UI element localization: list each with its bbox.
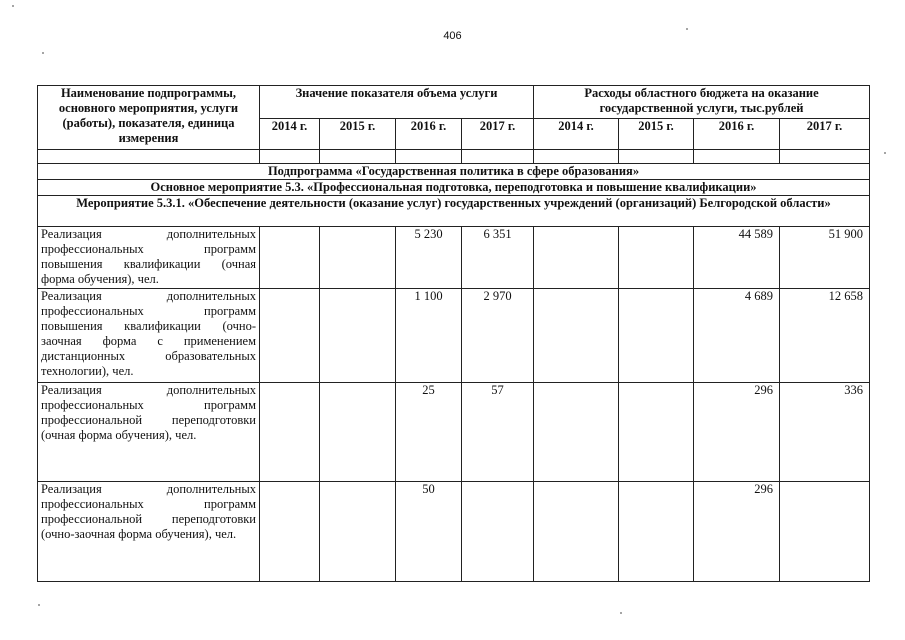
expense-cell: 336: [780, 383, 870, 482]
expense-cell: [619, 289, 694, 383]
value-cell: [260, 482, 320, 582]
value-cell: 57: [462, 383, 534, 482]
table-row: [38, 482, 870, 582]
value-cell: 2 970: [462, 289, 534, 383]
expense-cell: 12 658: [780, 289, 870, 383]
value-cell: [320, 482, 396, 582]
indicator-name: Реализация дополнительных профессиональных программ повышения квалификации (очная форма обучения), чел.: [38, 227, 260, 289]
expense-group-header: Расходы областного бюджета на оказание государственной услуги, тыс.рублей: [534, 86, 870, 119]
year-header: 2014 г.: [260, 119, 320, 150]
scan-speck: [38, 604, 40, 606]
expense-cell: 4 689: [694, 289, 780, 383]
expense-cell: 296: [694, 482, 780, 582]
value-cell: 25: [396, 383, 462, 482]
year-header: 2015 г.: [619, 119, 694, 150]
scan-speck: [42, 52, 44, 54]
value-cell: [260, 383, 320, 482]
expense-cell: [619, 383, 694, 482]
expense-cell: 51 900: [780, 227, 870, 289]
value-cell: [320, 383, 396, 482]
scan-speck: [12, 5, 14, 7]
expense-cell: [780, 482, 870, 582]
subprogram-row: [38, 164, 870, 180]
value-cell: 6 351: [462, 227, 534, 289]
expense-cell: [534, 482, 619, 582]
main-activity-row: [38, 180, 870, 196]
expense-cell: 44 589: [694, 227, 780, 289]
year-header: 2015 г.: [320, 119, 396, 150]
table-row: [38, 383, 870, 482]
value-cell: 1 100: [396, 289, 462, 383]
spacer-row: [38, 150, 870, 164]
header-row-1: [38, 86, 870, 119]
main-activity-title: Основное мероприятие 5.3. «Профессиональная подготовка, переподготовка и повышение квалификации»: [38, 180, 870, 196]
expense-cell: [534, 227, 619, 289]
expense-cell: [534, 383, 619, 482]
page-number: 406: [443, 30, 462, 42]
indicator-name: Реализация дополнительных профессиональных программ повышения квалификации (очно-заочная форма с применением дистанционных образовательных технологии), чел.: [38, 289, 260, 383]
scan-speck: [884, 152, 886, 154]
value-cell: [320, 289, 396, 383]
year-header: 2017 г.: [462, 119, 534, 150]
indicator-name: Реализация дополнительных профессиональных программ профессиональной переподготовки (очно-заочная форма обучения), чел.: [38, 482, 260, 582]
scan-speck: [686, 28, 688, 30]
value-cell: [320, 227, 396, 289]
value-cell: [462, 482, 534, 582]
name-column-header: Наименование подпрограммы, основного мероприятия, услуги (работы), показателя, единица измерения: [38, 86, 260, 150]
activity-title: Мероприятие 5.3.1. «Обеспечение деятельности (оказание услуг) государственных учреждений (организаций) Белгородской области»: [38, 196, 870, 227]
year-header: 2016 г.: [694, 119, 780, 150]
year-header: 2014 г.: [534, 119, 619, 150]
expense-cell: [619, 482, 694, 582]
indicator-name: Реализация дополнительных профессиональных программ профессиональной переподготовки (очная форма обучения), чел.: [38, 383, 260, 482]
value-cell: 5 230: [396, 227, 462, 289]
year-header: 2017 г.: [780, 119, 870, 150]
expense-cell: [619, 227, 694, 289]
value-cell: [260, 227, 320, 289]
expense-cell: [534, 289, 619, 383]
scan-speck: [620, 612, 622, 614]
year-header: 2016 г.: [396, 119, 462, 150]
budget-table: [37, 85, 870, 582]
value-cell: 50: [396, 482, 462, 582]
value-cell: [260, 289, 320, 383]
table-row: [38, 289, 870, 383]
volume-group-header: Значение показателя объема услуги: [260, 86, 534, 119]
subprogram-title: Подпрограмма «Государственная политика в сфере образования»: [38, 164, 870, 180]
activity-row: [38, 196, 870, 227]
expense-cell: 296: [694, 383, 780, 482]
table-row: [38, 227, 870, 289]
